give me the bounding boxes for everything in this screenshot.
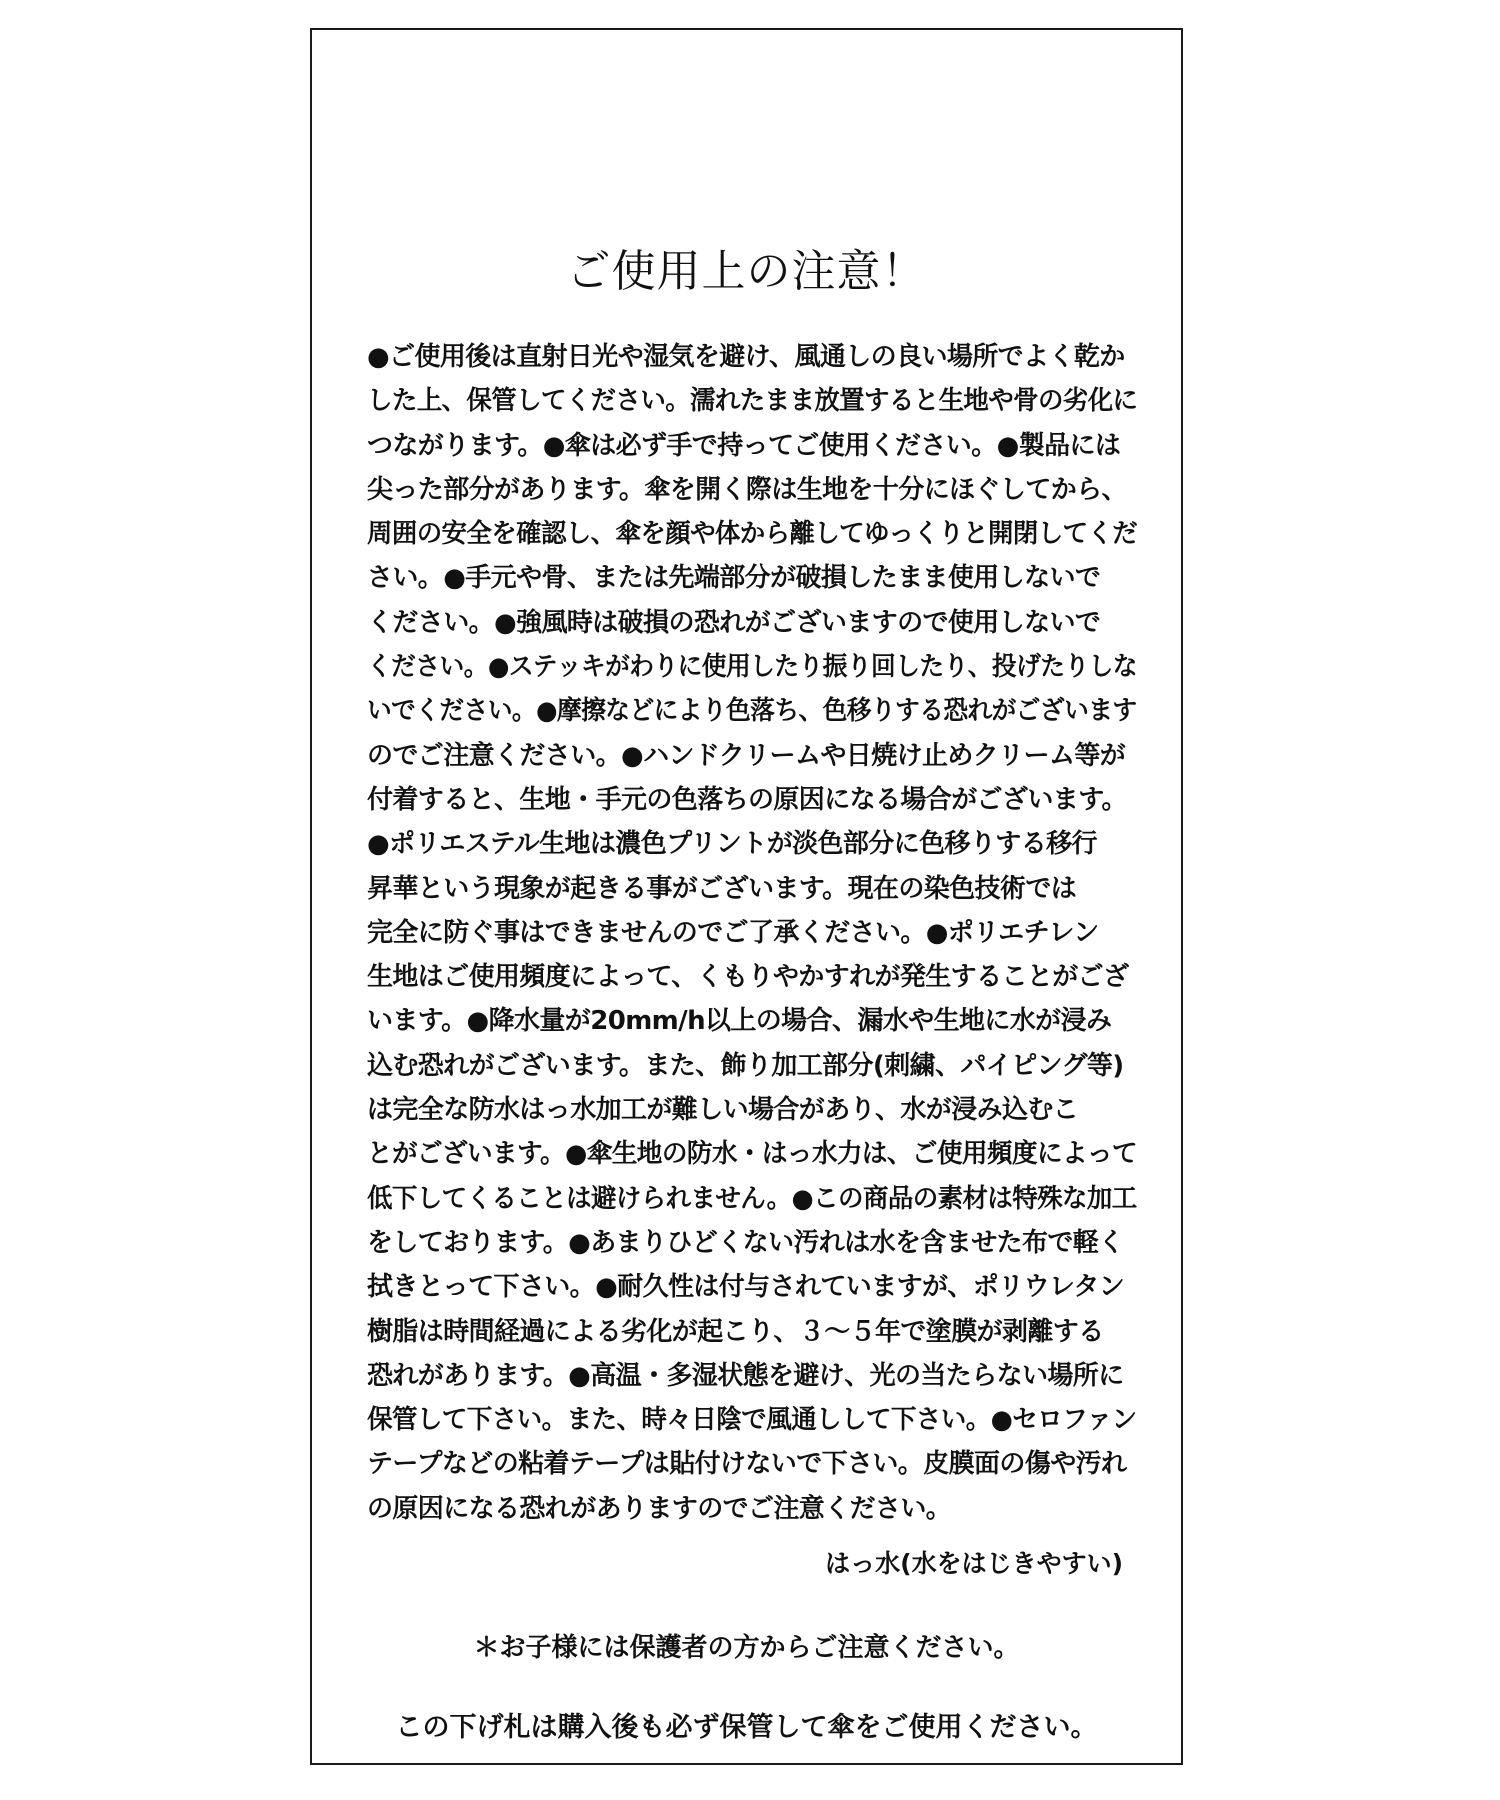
- caution-line: した上、保管してください。濡れたまま放置すると生地や骨の劣化に: [367, 386, 1138, 417]
- caution-line: さい。●手元や骨、または先端部分が破損したまま使用しないで: [367, 563, 1101, 594]
- caution-body: [367, 335, 1137, 1531]
- caution-line: 恐れがあります。●高温・多湿状態を避け、光の当たらない場所に: [367, 1360, 1124, 1391]
- caution-line: 低下してくることは避けられません。●この商品の素材は特殊な加工: [367, 1183, 1137, 1214]
- caution-line: 込む恐れがございます。また、飾り加工部分(刺繍、パイピング等): [367, 1050, 1124, 1081]
- caution-line: をしております。●あまりひどくない汚れは水を含ませた布で軽く: [367, 1227, 1124, 1258]
- caution-line: のでご注意ください。●ハンドクリームや日焼け止めクリーム等が: [367, 740, 1126, 771]
- caution-line: テープなどの粘着テープは貼付けないで下さい。皮膜面の傷や汚れ: [367, 1449, 1127, 1480]
- caution-line: 昇華という現象が起きる事がございます。現在の染色技術では: [367, 873, 1077, 904]
- water-repellent-legend: はっ水(水をはじきやすい): [825, 1549, 1123, 1578]
- caution-line: 生地はご使用頻度によって、くもりやかすれが発生することがござ: [367, 962, 1129, 993]
- caution-line: ください。●強風時は破損の恐れがございますので使用しないで: [367, 607, 1101, 638]
- caution-line: います。●降水量が20mm/h以上の場合、漏水や生地に水が浸み: [367, 1006, 1112, 1037]
- caution-line: ●ご使用後は直射日光や湿気を避け、風通しの良い場所でよく乾か: [367, 342, 1125, 372]
- caution-line: 完全に防ぐ事はできませんのでご了承ください。●ポリエチレン: [367, 917, 1099, 948]
- keep-tag-notice: この下げ札は購入後も必ず保管して傘をご使用ください。: [395, 1712, 1098, 1743]
- caution-line: つながります。●傘は必ず手で持ってご使用ください。●製品には: [367, 430, 1121, 461]
- caution-line: は完全な防水はっ水加工が難しい場合があり、水が浸み込むこ: [367, 1095, 1079, 1126]
- caution-line: いでください。●摩擦などにより色落ち、色移りする恐れがございます: [367, 696, 1137, 727]
- caution-line: 拭きとって下さい。●耐久性は付与されていますが、ポリウレタン: [367, 1272, 1125, 1303]
- caution-line: の原因になる恐れがありますのでご注意ください。: [367, 1493, 952, 1524]
- caution-line: ●ポリエステル生地は濃色プリントが淡色部分に色移りする移行: [367, 829, 1097, 860]
- guardian-notice: ＊お子様には保護者の方からご注意ください。: [473, 1633, 1020, 1663]
- caution-line: 樹脂は時間経過による劣化が起こり、３～５年で塗膜が剥離する: [367, 1316, 1104, 1347]
- page-title: ご使用上の注意！: [566, 246, 927, 297]
- hang-tag-card: [310, 28, 1183, 1765]
- caution-line: 周囲の安全を確認し、傘を顔や体から離してゆっくりと開閉してくだ: [367, 519, 1138, 550]
- caution-line: とがございます。●傘生地の防水・はっ水力は、ご使用頻度によって: [367, 1139, 1138, 1170]
- caution-line: ください。●ステッキがわりに使用したり振り回したり、投げたりしな: [367, 652, 1137, 683]
- caution-line: 付着すると、生地・手元の色落ちの原因になる場合がございます。: [367, 784, 1127, 815]
- caution-line: 保管して下さい。また、時々日陰で風通しして下さい。●セロファン: [367, 1405, 1137, 1436]
- caution-line: 尖った部分があります。傘を開く際は生地を十分にほぐしてから、: [367, 474, 1127, 505]
